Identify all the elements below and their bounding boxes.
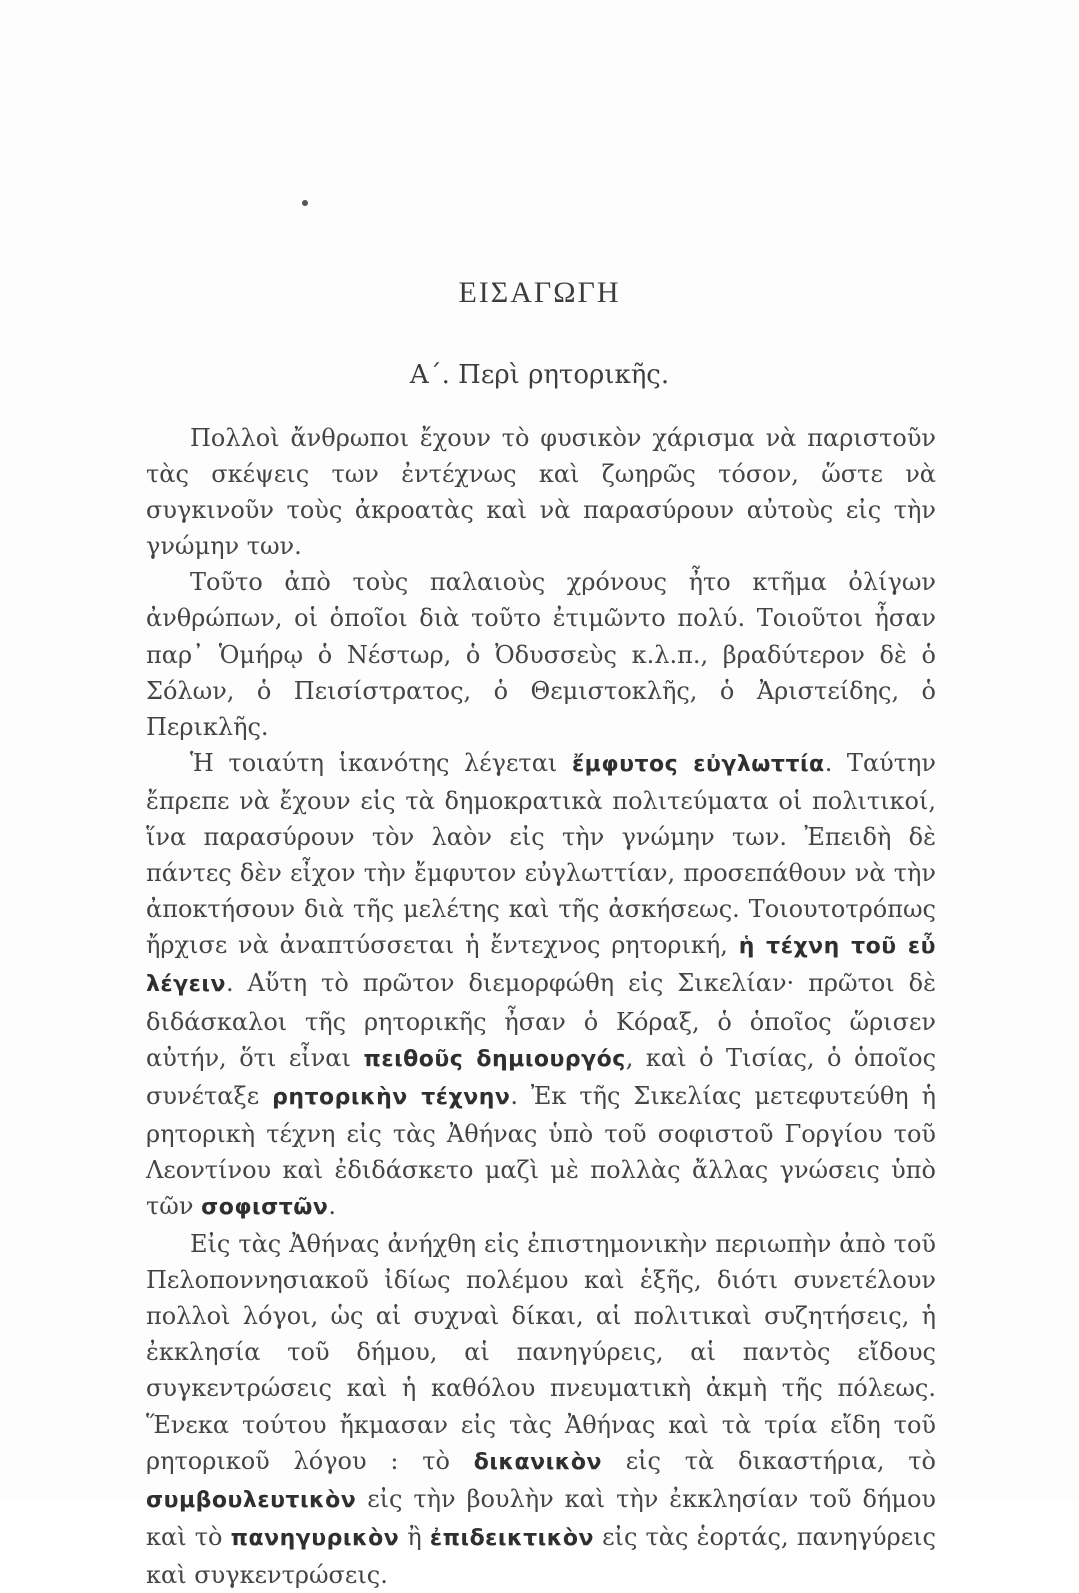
text-run: εἰς τὰς ἑορτάς, πανηγύρεις καὶ συγκεντρώσεις.	[146, 1522, 936, 1589]
chapter-title: ΕΙΣΑΓΩΓΗ	[458, 276, 621, 309]
emphasized-term: ρητορικὴν τέχνην	[272, 1084, 511, 1110]
emphasized-term: δικανικὸν	[473, 1449, 602, 1475]
text-run: . Ἐκ τῆς Σικελίας μετεφυτεύθη ἡ ρητορικὴ τέχνη εἰς τὰς Ἀθήνας ὑπὸ τοῦ σοφιστοῦ Γοργίου τοῦ Λεοντίνου καὶ ἐδιδάσκετο μαζὶ μὲ πολλὰς ἄλλας γνώσεις ὑπὸ τῶν	[146, 1081, 936, 1220]
emphasized-term: ἡ τέχνη τοῦ εὖ λέγειν	[146, 934, 936, 998]
text-run: εἰς τὰ δικαστήρια, τὸ	[601, 1446, 936, 1475]
emphasized-term: πανηγυρικὸν	[230, 1525, 400, 1551]
paragraph	[146, 745, 936, 1226]
text-run: , καὶ ὁ Τισίας, ὁ ὁποῖος συνέταξε	[146, 1043, 937, 1110]
paragraph	[146, 564, 936, 744]
text-run: Τοῦτο ἀπὸ τοὺς παλαιοὺς χρόνους ἦτο κτῆμα ὀλίγων ἀνθρώπων, οἱ ὁποῖοι διὰ τοῦτο ἐτιμῶντο πολύ. Τοιοῦτοι ἦσαν παρ᾽ Ὁμήρῳ ὁ Νέστωρ, ὁ Ὀδυσσεὺς κ.λ.π., βραδύτερον δὲ ὁ Σόλων, ὁ Πεισίστρατος, ὁ Θεμιστοκλῆς, ὁ Ἀριστείδης, ὁ Περικλῆς.	[146, 568, 936, 741]
paragraph	[146, 1226, 936, 1593]
section-heading: Α΄. Περὶ ρητορικῆς.	[409, 360, 670, 390]
text-run: Εἰς τὰς Ἀθήνας ἀνήχθη εἰς ἐπιστημονικὴν περιωπὴν ἀπὸ τοῦ Πελοποννησιακοῦ ἰδίως πολέμου καὶ ἑξῆς, διότι συνετέλουν πολλοὶ λόγοι, ὡς αἱ συχναὶ δίκαι, αἱ πολιτικαὶ συζητήσεις, ἡ ἐκκλησία τοῦ δήμου, αἱ πανηγύρεις, αἱ παντὸς εἴδους συγκεντρώσεις καὶ ἡ καθόλου πνευματικὴ ἀκμὴ τῆς πόλεως. Ἕνεκα τούτου ἤκμασαν εἰς τὰς Ἀθήνας καὶ τὰ τρία εἴδη τοῦ ρητορικοῦ λόγου : τὸ	[146, 1230, 936, 1475]
emphasized-term: πειθοῦς δημιουργός	[363, 1046, 626, 1072]
text-run: εἰς τὴν βουλὴν καὶ τὴν ἐκκλησίαν τοῦ δήμου καὶ τὸ	[146, 1484, 936, 1551]
text-run: . Ταύτην ἔπρεπε νὰ ἔχουν εἰς τὰ δημοκρατικὰ πολιτεύματα οἱ πολιτικοί, ἵνα παρασύρουν τὸν λαὸν εἰς τὴν γνώμην των. Ἐπειδὴ δὲ πάντες δὲν εἶχον τὴν ἔμφυτον εὐγλωττίαν, προσεπάθουν νὰ τὴν ἀποκτήσουν διὰ τῆς μελέτης καὶ τῆς ἀσκήσεως. Τοιουτοτρόπως ἤρχισε νὰ ἀναπτύσσεται ἡ ἔντεχνος ρητορική,	[146, 748, 936, 960]
emphasized-term: ἔμφυτος εὐγλωττία	[571, 751, 825, 777]
paragraph	[146, 420, 936, 564]
text-run: Ἡ τοιαύτη ἱκανότης λέγεται	[190, 748, 572, 777]
emphasized-term: σοφιστῶν	[201, 1194, 329, 1220]
text-run: . Αὕτη τὸ πρῶτον διεμορφώθη εἰς Σικελίαν· πρῶτοι δὲ διδάσκαλοι τῆς ρητορικῆς ἦσαν ὁ Κόραξ, ὁ ὁποῖος ὥρισεν αὐτήν, ὅτι εἶναι	[146, 969, 936, 1072]
body-text	[146, 420, 936, 1593]
text-run: Πολλοὶ ἄνθρωποι ἔχουν τὸ φυσικὸν χάρισμα νὰ παριστοῦν τὰς σκέψεις των ἐντέχνως καὶ ζωηρῶς τόσον, ὥστε νὰ συγκινοῦν τοὺς ἀκροατὰς καὶ νὰ παρασύρουν αὐτοὺς εἰς τὴν γνώμην των.	[146, 424, 936, 561]
text-run: ἢ	[399, 1522, 430, 1551]
emphasized-term: συμβουλευτικὸν	[146, 1487, 357, 1513]
ink-dot-mark	[302, 200, 308, 206]
text-run: .	[328, 1191, 337, 1220]
emphasized-term: ἐπιδεικτικὸν	[429, 1525, 594, 1551]
